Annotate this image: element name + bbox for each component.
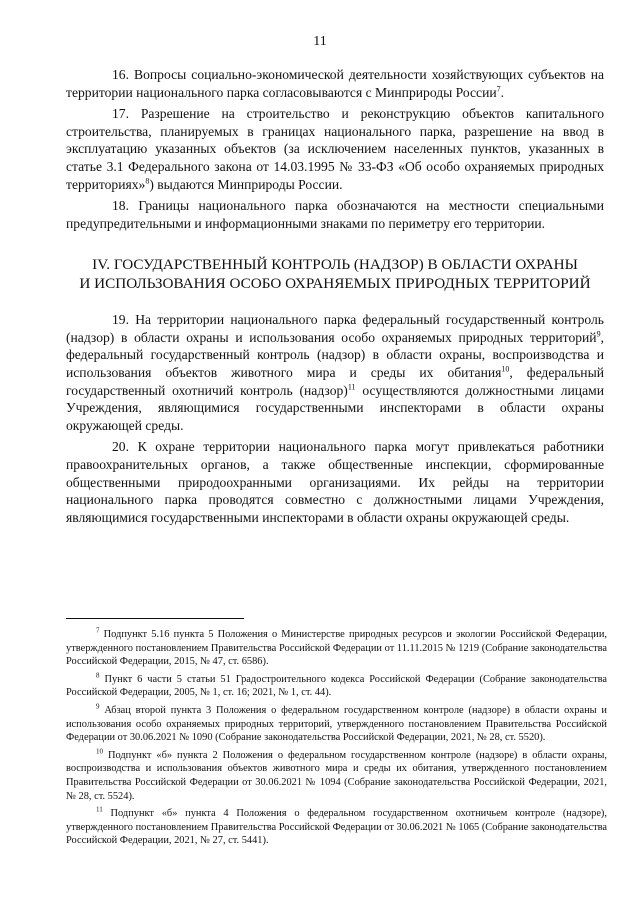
footnotes (66, 628, 607, 852)
footnote-10: $^{10}$ Подпункт «б» пункта 2 Положения о федеральном государственном контроле (надзоре) в области охраны, воспроизводства и использования объектов животного мира и среды их обитания, утвержденного постановлением Правительства Российской Федерации от 30.06.2021 № 1094 (Собрание законодательства Российской Федерации, 2021, № 28, ст. 5524). (66, 747, 607, 802)
paragraph-18: 18. Границы национального парка обозначаются на местности специальными предупредительными и информационными знаками по периметру его территории. (66, 198, 604, 231)
document-body (66, 66, 604, 526)
footnote-separator (66, 618, 244, 619)
footnote-8: $^8$ Пункт 6 части 5 статьи 51 Градостроительного кодекса Российской Федерации (Собрание законодательства Российской Федерации, 2005, № 1, ст. 16; 2021, № 1, ст. 44). (66, 671, 607, 699)
page-number: 11 (313, 34, 327, 49)
paragraph-17: 17. Разрешение на строительство и реконструкцию объектов капитального строительства, планируемых в границах национального парка, разрешение на ввод в эксплуатацию указанных объектов (за исключением населенных пунктов, указанных в статье 3.1 Федерального закона от 14.03.1995 № 33-ФЗ «Об особо охраняемых природных территориях»$^8$) выдаются Минприроды России. (66, 106, 604, 192)
footnote-ref-7: 7 (496, 84, 501, 94)
footnote-ref-10: 10 (501, 364, 510, 374)
footnote-ref-9: 9 (596, 329, 601, 339)
footnote-11: $^{11}$ Подпункт «б» пункта 4 Положения о федеральном государственном охотничьем контроле (надзоре), утвержденного постановлением Правительства Российской Федерации от 30.06.2021 № 1065 (Собрание законодательства Российской Федерации, 2021, № 27, ст. 5441). (66, 805, 607, 847)
footnote-ref-11: 11 (347, 382, 356, 391)
paragraph-20: 20. К охране территории национального парка могут привлекаться работники правоохранительных органов, а также общественные инспекции, сформированные общественными природоохранными организациями. Их рейды на территории национального парка проводятся совместно с должностными лицами Учреждения, являющимися государственными инспекторами в области охраны окружающей среды. (66, 439, 604, 525)
paragraph-16: 16. Вопросы социально-экономической деятельности хозяйствующих субъектов на территории национального парка согласовываются с Минприроды России$^7$. (66, 67, 604, 100)
footnote-9: $^9$ Абзац второй пункта 3 Положения о федеральном государственном контроле (надзоре) в области охраны и использования особо охраняемых природных территорий, утвержденного постановлением Правительства Российской Федерации от 30.06.2021 № 1090 (Собрание законодательства Российской Федерации, 2021, № 28, ст. 5520). (66, 702, 607, 744)
footnote-7: $^7$ Подпункт 5.16 пункта 5 Положения о Министерстве природных ресурсов и экологии Российской Федерации, утвержденного постановлением Правительства Российской Федерации от 11.11.2015 № 1219 (Собрание законодательства Российской Федерации, 2015, № 47, ст. 6586). (66, 626, 607, 668)
footnote-ref-8: 8 (145, 176, 150, 186)
section-title: IV. ГОСУДАРСТВЕННЫЙ КОНТРОЛЬ (НАДЗОР) В ОБЛАСТИ ОХРАНЫ И ИСПОЛЬЗОВАНИЯ ОСОБО ОХРАНЯЕМЫХ ПРИРОДНЫХ ТЕРРИТОРИЙ (79, 256, 591, 292)
paragraph-19: 19. На территории национального парка федеральный государственный контроль (надзор) в области охраны и использования особо охраняемых природных территорий$^9$, федеральный государственный контроль (надзор) в области охраны, воспроизводства и использования объектов животного мира и среды их обитания$^{10}$, федеральный государственный охотничий контроль (надзор)$^{11}$ осуществляются должностными лицами Учреждения, являющимися государственными инспекторами в области охраны окружающей среды. (66, 312, 604, 433)
